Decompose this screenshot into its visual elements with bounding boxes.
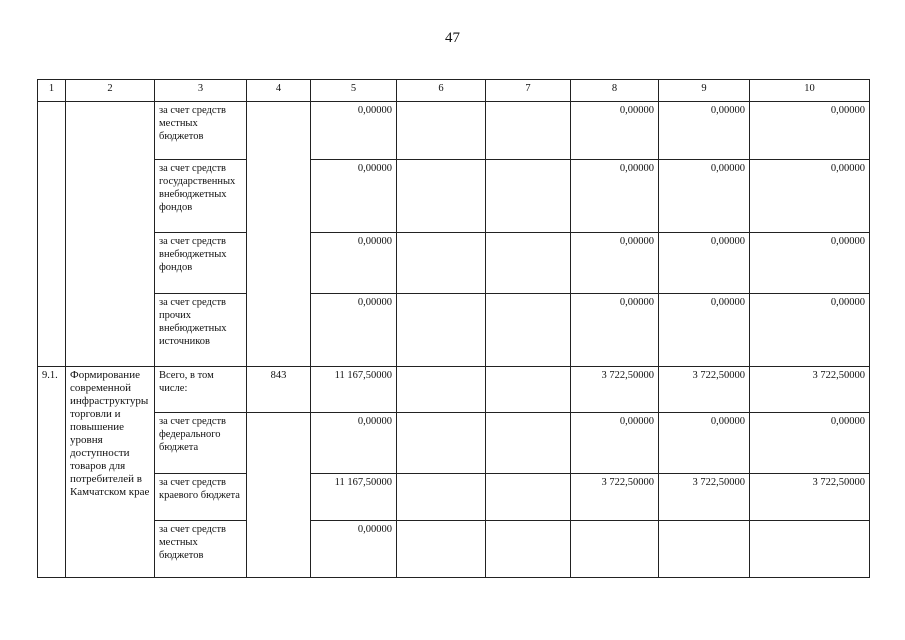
value-cell: 0,00000: [750, 160, 870, 233]
header-cell: 2: [66, 80, 155, 102]
value-cell: [486, 474, 571, 521]
value-cell: [571, 521, 659, 578]
number-cell: [38, 102, 66, 367]
value-cell: [486, 233, 571, 294]
source-cell: Всего, в том числе:: [155, 367, 247, 413]
value-cell: [486, 294, 571, 367]
value-cell: 0,00000: [659, 294, 750, 367]
value-cell: 0,00000: [311, 160, 397, 233]
value-cell: [397, 413, 486, 474]
source-cell: за счет средств федерального бюджета: [155, 413, 247, 474]
value-cell: [397, 367, 486, 413]
source-cell: за счет средств государственных внебюджетных фондов: [155, 160, 247, 233]
value-cell: 0,00000: [571, 294, 659, 367]
header-cell: 1: [38, 80, 66, 102]
name-cell: Формирование современной инфраструктуры торговли и повышение уровня доступности товаров для потребителей в Камчатском крае: [66, 367, 155, 578]
value-cell: 0,00000: [750, 233, 870, 294]
value-cell: [486, 413, 571, 474]
source-cell: за счет средств местных бюджетов: [155, 102, 247, 160]
value-cell: 0,00000: [750, 294, 870, 367]
number-cell: 9.1.: [38, 367, 66, 578]
value-cell: 3 722,50000: [659, 474, 750, 521]
value-cell: 11 167,50000: [311, 474, 397, 521]
value-cell: 3 722,50000: [571, 474, 659, 521]
value-cell: 0,00000: [750, 413, 870, 474]
value-cell: 0,00000: [311, 233, 397, 294]
header-cell: 4: [247, 80, 311, 102]
value-cell: 0,00000: [311, 413, 397, 474]
value-cell: [397, 294, 486, 367]
header-row: [38, 80, 870, 102]
value-cell: 0,00000: [659, 233, 750, 294]
value-cell: [750, 521, 870, 578]
source-cell: за счет средств местных бюджетов: [155, 521, 247, 578]
table-row: [38, 294, 870, 367]
value-cell: 0,00000: [571, 102, 659, 160]
value-cell: 0,00000: [571, 413, 659, 474]
code-cell-blank: [247, 413, 311, 578]
value-cell: 3 722,50000: [571, 367, 659, 413]
value-cell: 0,00000: [571, 160, 659, 233]
code-cell: 843: [247, 367, 311, 413]
value-cell: 3 722,50000: [750, 474, 870, 521]
value-cell: [397, 102, 486, 160]
header-cell: 7: [486, 80, 571, 102]
source-cell: за счет средств прочих внебюджетных источников: [155, 294, 247, 367]
header-cell: 8: [571, 80, 659, 102]
table-row: [38, 474, 870, 521]
value-cell: [486, 160, 571, 233]
table-row: [38, 160, 870, 233]
page-number: 47: [445, 30, 460, 46]
value-cell: [659, 521, 750, 578]
name-cell: [66, 102, 155, 367]
value-cell: [397, 233, 486, 294]
value-cell: [486, 367, 571, 413]
table-row: [38, 102, 870, 160]
header-cell: 5: [311, 80, 397, 102]
value-cell: [486, 521, 571, 578]
value-cell: [397, 521, 486, 578]
table-row: [38, 233, 870, 294]
table-row: [38, 367, 870, 413]
source-cell: за счет средств краевого бюджета: [155, 474, 247, 521]
value-cell: 0,00000: [311, 102, 397, 160]
value-cell: 0,00000: [659, 413, 750, 474]
value-cell: 3 722,50000: [750, 367, 870, 413]
value-cell: [397, 160, 486, 233]
value-cell: 0,00000: [659, 160, 750, 233]
value-cell: 0,00000: [311, 521, 397, 578]
value-cell: 0,00000: [311, 294, 397, 367]
table-row: [38, 521, 870, 578]
funding-table: [37, 79, 870, 578]
header-cell: 10: [750, 80, 870, 102]
value-cell: 3 722,50000: [659, 367, 750, 413]
source-cell: за счет средств внебюджетных фондов: [155, 233, 247, 294]
value-cell: [397, 474, 486, 521]
value-cell: 0,00000: [571, 233, 659, 294]
value-cell: 11 167,50000: [311, 367, 397, 413]
value-cell: [486, 102, 571, 160]
code-cell: [247, 102, 311, 367]
header-cell: 3: [155, 80, 247, 102]
table-row: [38, 413, 870, 474]
value-cell: 0,00000: [750, 102, 870, 160]
header-cell: 9: [659, 80, 750, 102]
value-cell: 0,00000: [659, 102, 750, 160]
header-cell: 6: [397, 80, 486, 102]
